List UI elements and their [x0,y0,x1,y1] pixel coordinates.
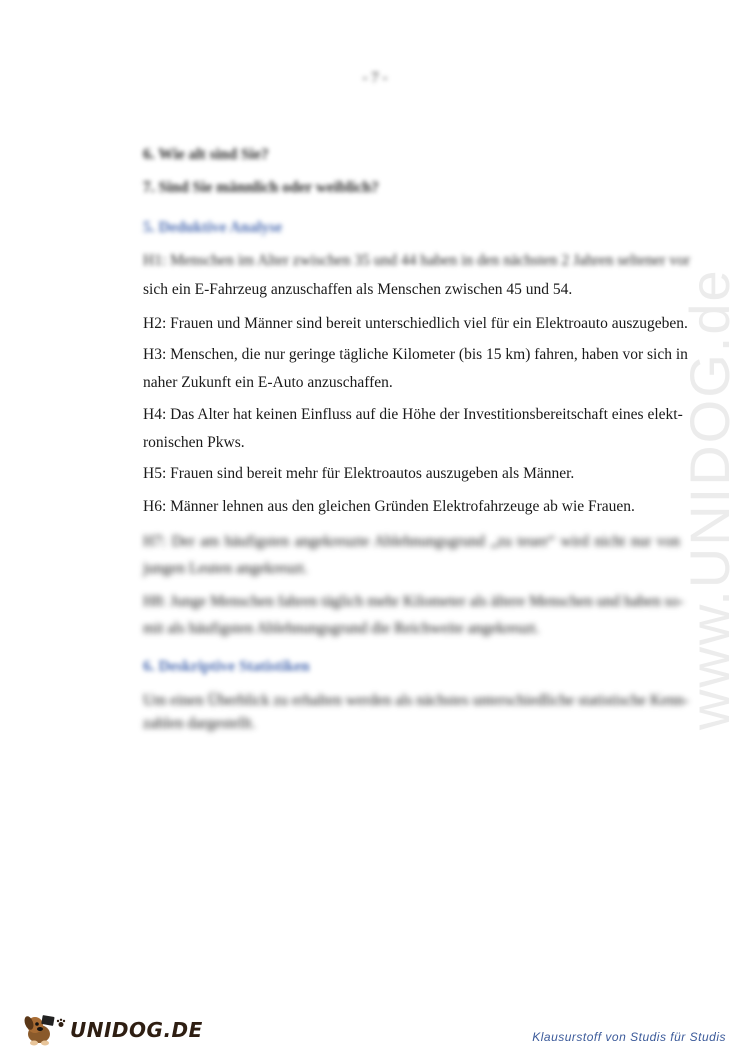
hypothesis-1-line-2: sich ein E-Fahrzeug anzuschaffen als Menschen zwischen 45 und 54. [143,281,573,298]
hypothesis-8-line-1: H8: Junge Menschen fahren täglich mehr Kilometer als ältere Menschen und haben so- [143,593,684,610]
hypothesis-3-line-2: naher Zukunft ein E-Auto anzuschaffen. [143,374,393,391]
section-6-paragraph-line-1: Um einen Überblick zu erhalten werden als nächstes unterschiedliche statistische Kenn- [143,692,689,709]
hypothesis-3-line-1: H3: Menschen, die nur geringe tägliche Kilometer (bis 15 km) fahren, haben vor sich in [143,346,688,363]
section-6-paragraph-line-2: zahlen dargestellt. [143,715,256,732]
hypothesis-8-line-2: mit als häufigsten Ablehnungsgrund die Reichweite angekreuzt. [143,620,540,637]
hypothesis-4-line-1: H4: Das Alter hat keinen Einfluss auf die Höhe der Investitionsbereitschaft eines elekt- [143,406,683,423]
hypothesis-6: H6: Männer lehnen aus den gleichen Gründen Elektrofahrzeuge ab wie Frauen. [143,498,635,515]
footer-tagline: Klausurstoff von Studis für Studis [532,1030,726,1044]
hypothesis-1-line-1: H1: Menschen im Alter zwischen 35 und 44 haben in den nächsten 2 Jahren seltener vor [143,252,691,269]
hypothesis-5: H5: Frauen sind bereit mehr für Elektroautos auszugeben als Männer. [143,465,575,482]
section-6-heading: 6. Deskriptive Statistiken [143,658,310,675]
hypothesis-7-line-2: jungen Leuten angekreuzt. [143,560,308,577]
dog-mascot-icon [22,1012,58,1048]
page-number: - 7 - [362,70,388,86]
section-5-heading: 5. Deduktive Analyse [143,219,283,236]
hypothesis-4-line-2: ronischen Pkws. [143,434,245,451]
watermark-text: www.UNIDOG.de [678,268,741,730]
question-6: 6. Wie alt sind Sie? [143,146,269,163]
logo-text: UNIDOG.DE [70,1018,203,1042]
footer-logo [22,1010,203,1050]
paw-icon [56,1018,66,1028]
hypothesis-7-line-1: H7: Der am häufigsten angekreuzte Ablehnungsgrund „zu teuer“ wird nicht nur von [143,533,680,550]
hypothesis-2: H2: Frauen und Männer sind bereit unterschiedlich viel für ein Elektroauto auszugeben. [143,315,688,332]
question-7: 7. Sind Sie männlich oder weiblich? [143,179,379,196]
